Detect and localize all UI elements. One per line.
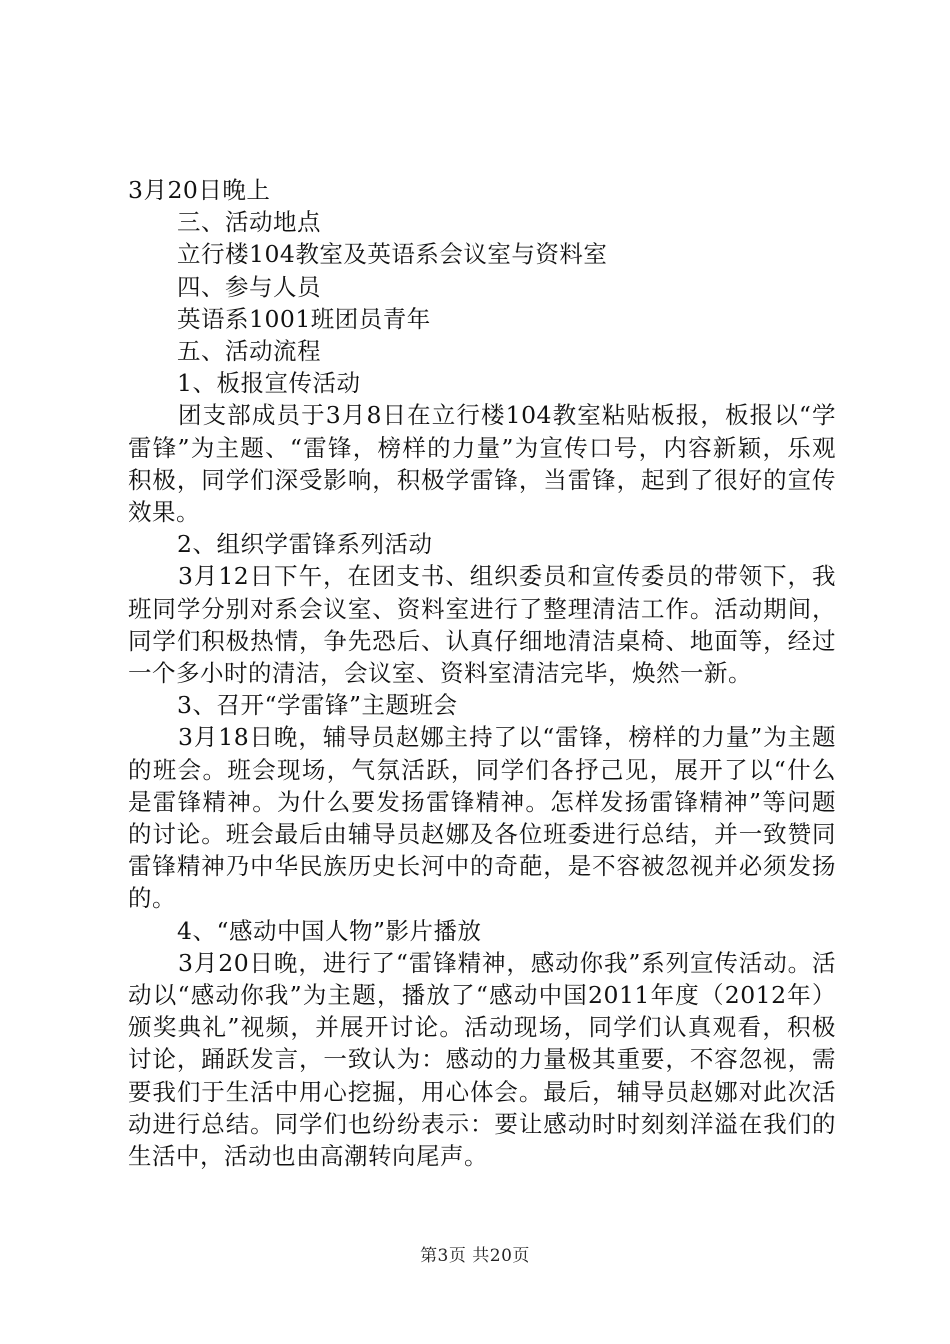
subheading-leifeng-activities: 2、组织学雷锋系列活动: [177, 530, 433, 559]
heading-process: 五、活动流程: [177, 337, 321, 366]
participants-text: 英语系1001班团员青年: [177, 304, 431, 333]
paragraph-class-meeting: 3月18日晚，辅导员赵娜主持了以“雷锋，榜样的力量”为主题的班会。班会现场，气氛活跃，同学们各抒己见，展开了以“什么是雷锋精神。为什么要发扬雷锋精神。怎样发扬雷锋精神”等问题的讨论。班会最后由辅导员赵娜及各位班委进行总结，并一致赞同雷锋精神乃中华民族历史长河中的奇葩，是不容被忽视并必须发扬的。: [128, 723, 836, 913]
event-date: 3月20日晚上: [128, 176, 271, 204]
subheading-film: 4、“感动中国人物”影片播放: [177, 916, 482, 945]
subheading-blackboard: 1、板报宣传活动: [177, 369, 361, 398]
page-footer: 第3页 共20页: [420, 1246, 530, 1266]
document-body: [128, 174, 836, 1172]
location-text: 立行楼104教室及英语系会议室与资料室: [177, 240, 608, 269]
subheading-class-meeting: 3、召开“学雷锋”主题班会: [177, 691, 458, 720]
heading-location: 三、活动地点: [177, 208, 321, 237]
paragraph-film: 3月20日晚，进行了“雷锋精神，感动你我”系列宣传活动。活动以“感动你我”为主题，播放了“感动中国2011年度（2012年）颁奖典礼”视频，并展开讨论。活动现场，同学们认真观看，积极讨论，踊跃发言，一致认为：感动的力量极其重要，不容忽视，需要我们于生活中用心挖掘，用心体会。最后，辅导员赵娜对此次活动进行总结。同学们也纷纷表示：要让感动时时刻刻洋溢在我们的生活中，活动也由高潮转向尾声。: [128, 948, 836, 1171]
paragraph-blackboard: 团支部成员于3月8日在立行楼104教室粘贴板报，板报以“学雷锋”为主题、“雷锋，榜样的力量”为宣传口号，内容新颖，乐观积极，同学们深受影响，积极学雷锋，当雷锋，起到了很好的宣传效果。: [128, 401, 836, 527]
heading-participants: 四、参与人员: [177, 272, 321, 301]
paragraph-cleaning: 3月12日下午，在团支书、组织委员和宣传委员的带领下，我班同学分别对系会议室、资料室进行了整理清洁工作。活动期间，同学们积极热情，争先恐后、认真仔细地清洁桌椅、地面等，经过一个多小时的清洁，会议室、资料室清洁完毕，焕然一新。: [128, 562, 836, 688]
